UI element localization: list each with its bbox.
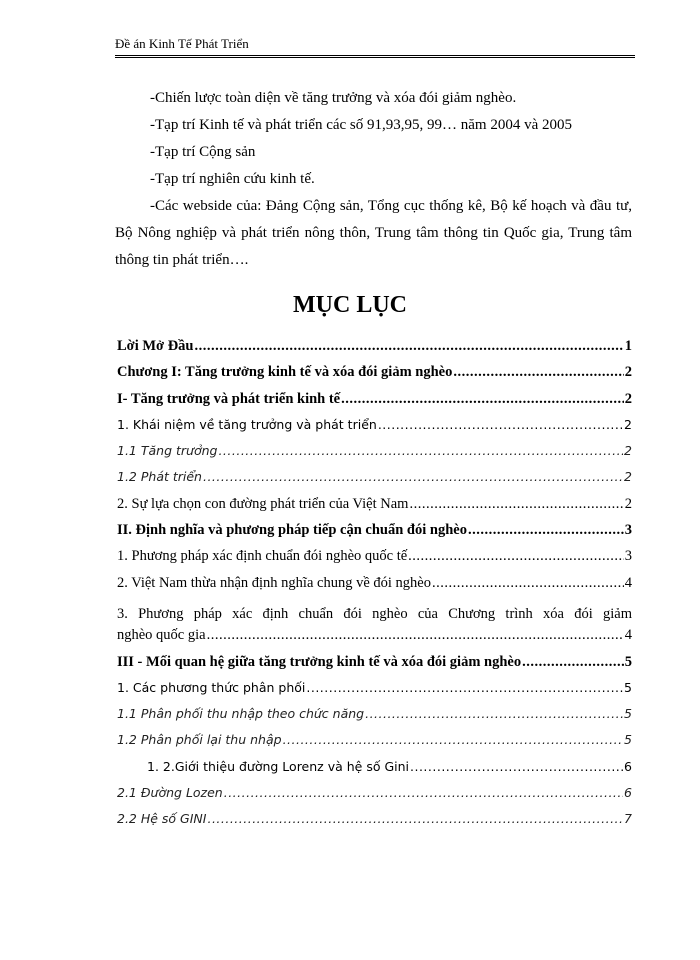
toc-leader [306,680,623,695]
toc-page-number: 3 [624,522,632,539]
toc-entry[interactable] [117,522,632,548]
toc-leader [218,443,623,458]
reference-item: -Tạp trí Kinh tế và phát triển các số 91,93,95, 99… năm 2004 và 2005 [150,117,572,133]
toc-page-number: 3 [624,548,632,565]
reference-item: -Các webside của: Đảng Cộng sản, Tổng cục thống kê, Bộ kế hoạch và đầu tư, Bộ Nông nghiệp và phát triển nông thôn, Trung tâm thông tin Quốc gia, Trung tâm thông tin phát triển…. [115,198,632,268]
toc-entry[interactable] [117,785,632,811]
toc-leader [203,469,623,484]
toc-title: MỤC LỤC [293,292,407,318]
toc-page-number: 2 [624,443,632,459]
toc-page-number: 7 [624,811,632,827]
toc-entry-text: 3. Phương pháp xác định chuẩn đói nghèo của Chương trình xóa đói giảm [117,605,632,622]
toc-entry[interactable] [117,680,632,706]
toc-leader [207,627,624,644]
toc-page-number: 2 [624,495,632,512]
toc-page-number: 1 [624,338,632,354]
toc-entry[interactable] [117,548,632,574]
toc-page-number: 5 [624,732,632,748]
toc-entry[interactable] [117,496,632,522]
toc-leader [432,575,624,592]
reference-item: -Tạp trí Cộng sản [150,144,256,160]
toc-page-number: 5 [624,679,632,695]
toc-entry-text: 2. Sự lựa chọn con đường phát triển của Việt Nam [117,495,409,512]
toc-leader [409,496,623,513]
toc-entry-continuation [117,627,632,653]
toc-entry-text: 2. Việt Nam thừa nhận định nghĩa chung về đói nghèo [117,574,431,591]
toc-entry[interactable] [117,759,632,785]
toc-page-number: 2 [624,469,632,485]
toc-leader [365,706,623,721]
toc-entry-text: 1. Phương pháp xác định chuẩn đói nghèo quốc tế [117,548,408,565]
toc-leader [224,785,623,800]
toc-entry-text: I- Tăng trưởng và phát triển kinh tế [117,390,341,407]
toc-leader [207,811,623,826]
toc-page-number: 5 [624,653,632,670]
table-of-contents [117,338,632,838]
toc-entry-text: Chương I: Tăng trưởng kinh tế và xóa đói giảm nghèo [117,364,453,381]
toc-leader [453,364,623,381]
toc-page-number: 4 [624,574,632,591]
toc-entry[interactable] [117,338,632,364]
toc-entry-text: 1.2 Phát triển [117,469,202,485]
reference-item: -Tạp trí nghiên cứu kinh tế. [150,171,315,187]
reference-item: -Chiến lược toàn diện về tăng trưởng và xóa đói giảm nghèo. [150,90,517,106]
toc-entry-text: 1.1 Phân phối thu nhập theo chức năng [117,706,365,722]
toc-page-number: 2 [624,416,632,432]
toc-entry-text: 1.1 Tăng trưởng [117,443,218,459]
toc-leader [194,338,623,355]
page-header [115,36,635,58]
toc-entry[interactable] [117,417,632,443]
toc-entry[interactable] [117,601,632,654]
toc-entry[interactable] [117,706,632,732]
toc-page-number: 2 [624,364,632,381]
toc-entry-text: III - Mối quan hệ giữa tăng trưởng kinh tế và xóa đói giảm nghèo [117,653,522,670]
toc-entry[interactable] [117,391,632,417]
toc-leader [378,417,623,432]
toc-entry[interactable] [117,732,632,758]
toc-leader [522,654,624,671]
toc-leader [341,391,624,408]
toc-entry[interactable] [117,443,632,469]
toc-entry-text: Lời Mở Đầu [117,338,194,354]
toc-entry-text: II. Định nghĩa và phương pháp tiếp cận chuẩn đói nghèo [117,522,467,539]
toc-page-number: 6 [624,785,632,801]
toc-page-number: 4 [624,627,632,644]
toc-entry[interactable] [117,575,632,601]
toc-leader [408,548,624,565]
toc-entry-text: 1.2 Phân phối lại thu nhập [117,732,282,748]
toc-entry-text: 1. Các phương thức phân phối [117,679,306,695]
header-title: Đề án Kinh Tế Phát Triển [115,36,249,51]
toc-page-number: 6 [624,758,632,774]
references-list [115,85,632,274]
toc-leader [468,522,624,539]
toc-entry-text: 2.1 Đường Lozen [117,785,223,801]
toc-leader [410,759,623,774]
toc-entry-text: 2.2 Hệ số GINI [117,811,207,827]
toc-entry-text: nghèo quốc gia [117,627,206,644]
toc-leader [283,732,623,747]
toc-entry[interactable] [117,654,632,680]
toc-entry-text: 1. Khái niệm về tăng trưởng và phát triển [117,416,377,432]
toc-entry[interactable] [117,811,632,837]
toc-entry-text: 1. 2.Giới thiệu đường Lorenz và hệ số Gini [147,758,410,774]
toc-page-number: 2 [624,390,632,407]
toc-entry[interactable] [117,364,632,390]
toc-page-number: 5 [624,706,632,722]
toc-entry[interactable] [117,469,632,495]
